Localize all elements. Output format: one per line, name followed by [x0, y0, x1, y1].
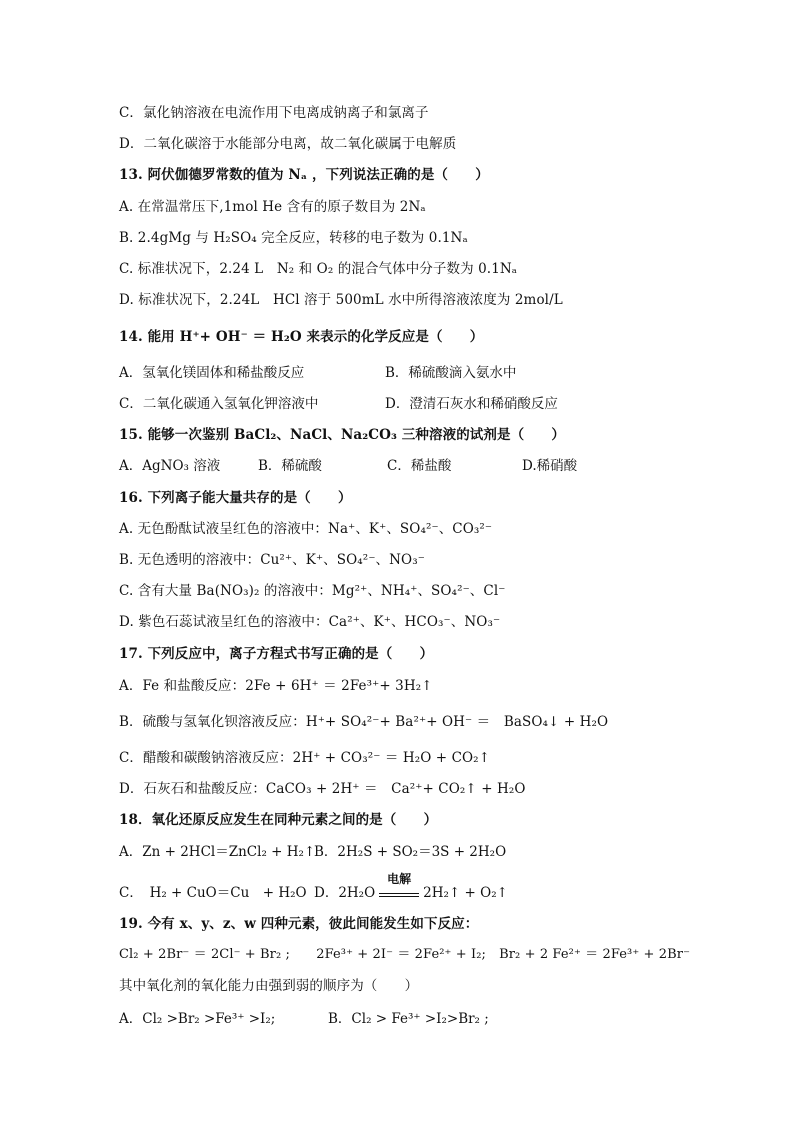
- q18-d-product: 2H₂↑ + O₂↑: [423, 885, 508, 901]
- q13-option-b: B. 2.4gMg 与 H₂SO₄ 完全反应，转移的电子数为 0.1Nₐ: [119, 230, 468, 246]
- q14-option-d: D．澄清石灰水和稀硝酸反应: [385, 396, 558, 412]
- question-13: 13. 阿伏伽德罗常数的值为 Nₐ ，下列说法正确的是（ ）: [119, 167, 489, 183]
- question-17: 17. 下列反应中，离子方程式书写正确的是（ ）: [119, 646, 434, 662]
- q13-option-a: A. 在常温常压下,1mol He 含有的原子数目为 2Nₐ: [119, 199, 426, 215]
- question-15: 15. 能够一次鉴别 BaCl₂、NaCl、Na₂CO₃ 三种溶液的试剂是（ ）: [119, 427, 566, 443]
- q15-option-b: B．稀硫酸: [258, 458, 322, 474]
- q16-option-c: C. 含有大量 Ba(NO₃)₂ 的溶液中：Mg²⁺、NH₄⁺、SO₄²⁻、Cl⁻: [119, 583, 506, 599]
- q15-option-c: C．稀盐酸: [387, 458, 452, 474]
- q18-option-d: [314, 872, 508, 902]
- q16-option-b: B. 无色透明的溶液中：Cu²⁺、K⁺、SO₄²⁻、NO₃⁻: [119, 552, 425, 568]
- question-16: 16. 下列离子能大量共存的是（ ）: [119, 490, 352, 506]
- q12-option-c: C．氯化钠溶液在电流作用下电离成钠离子和氯离子: [119, 105, 429, 121]
- q18-option-a: A．Zn + 2HCl＝ZnCl₂ + H₂↑: [119, 844, 316, 860]
- question-19: 19. 今有 x、y、z、w 四种元素，彼此间能发生如下反应：: [119, 916, 479, 932]
- q14-option-b: B．稀硫酸滴入氨水中: [385, 365, 517, 381]
- q16-option-a: A. 无色酚酞试液呈红色的溶液中：Na⁺、K⁺、SO₄²⁻、CO₃²⁻: [119, 521, 493, 537]
- q14-option-c: C．二氧化碳通入氢氧化钾溶液中: [119, 396, 319, 412]
- q15-option-d: D.稀硝酸: [522, 458, 578, 474]
- q19-option-b: B．Cl₂ > Fe³⁺ >I₂>Br₂ ;: [328, 1011, 489, 1027]
- q17-option-c: C．醋酸和碳酸钠溶液反应：2H⁺ + CO₃²⁻ ＝ H₂O + CO₂↑: [119, 750, 491, 766]
- q18-d-reactant: D．2H₂O: [314, 885, 376, 901]
- q12-option-d: D．二氧化碳溶于水能部分电离，故二氧化碳属于电解质: [119, 136, 457, 152]
- q17-option-b: B．硫酸与氢氧化钡溶液反应：H⁺+ SO₄²⁻+ Ba²⁺+ OH⁻ ＝ BaSO₄↓ + H₂O: [119, 714, 609, 730]
- electrolysis-label: 电解: [387, 872, 412, 886]
- q19-stem: 其中氧化剂的氧化能力由强到弱的顺序为（ ）: [119, 978, 419, 994]
- q19-reactions: Cl₂ + 2Br⁻ ＝ 2Cl⁻ + Br₂ ; 2Fe³⁺ + 2I⁻ ＝ 2Fe²⁺ + I₂; Br₂ + 2 Fe²⁺ ＝ 2Fe³⁺ + 2Br⁻: [119, 947, 691, 962]
- q17-option-a: A．Fe 和盐酸反应：2Fe + 6H⁺ ＝ 2Fe³⁺+ 3H₂↑: [119, 678, 433, 694]
- q15-option-a: A．AgNO₃ 溶液: [119, 458, 221, 474]
- q13-option-d: D. 标准状况下，2.24L HCl 溶于 500mL 水中所得溶液浓度为 2mol/L: [119, 292, 563, 308]
- q13-option-c: C. 标准状况下，2.24 L N₂ 和 O₂ 的混合气体中分子数为 0.1Nₐ: [119, 261, 518, 277]
- q17-option-d: D．石灰石和盐酸反应：CaCO₃ + 2H⁺ ＝ Ca²⁺+ CO₂↑ + H₂O: [119, 781, 526, 797]
- q14-option-a: A．氢氧化镁固体和稀盐酸反应: [119, 365, 305, 381]
- q18-option-c: C． H₂ + CuO＝Cu + H₂O: [119, 885, 307, 901]
- q19-option-a: A．Cl₂ >Br₂ >Fe³⁺ >I₂;: [119, 1011, 276, 1027]
- q18-option-b: B．2H₂S + SO₂＝3S + 2H₂O: [314, 844, 507, 860]
- electrolysis-condition: [379, 872, 419, 897]
- question-18: 18．氧化还原反应发生在同种元素之间的是（ ）: [119, 812, 438, 828]
- question-14: 14. 能用 H⁺+ OH⁻ ＝ H₂O 来表示的化学反应是（ ）: [119, 329, 484, 345]
- equals-sign: [379, 893, 419, 897]
- q16-option-d: D. 紫色石蕊试液呈红色的溶液中：Ca²⁺、K⁺、HCO₃⁻、NO₃⁻: [119, 614, 501, 630]
